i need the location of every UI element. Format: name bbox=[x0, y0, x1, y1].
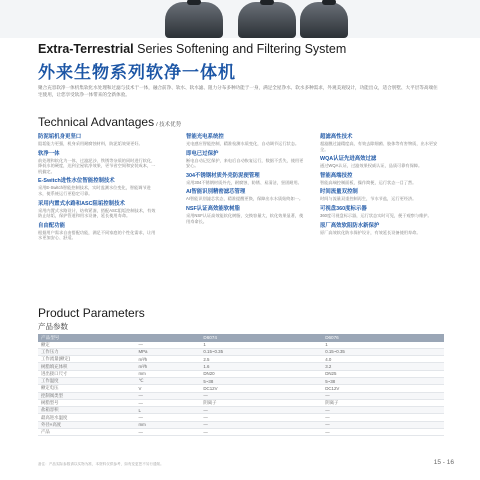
advantage-title: NSF认证高效能软树脂 bbox=[186, 205, 240, 212]
advantage-title: 采用内置式水路和ASC阻垢控制技术 bbox=[38, 200, 125, 207]
advantage-item bbox=[38, 178, 158, 196]
advantage-text: 光电感应智能控制，精准检测水质变化，自动调节运行状态。 bbox=[186, 141, 300, 146]
table-cell: — bbox=[200, 414, 322, 421]
advantage-title: 防泥垢机身更坚口 bbox=[38, 134, 82, 140]
advantage-title: 时间流量双控制 bbox=[320, 189, 358, 196]
footnote: 备注：产品实际参数请以实物为准，本资料仅供参考，如有变更恕不另行通知。 bbox=[38, 462, 164, 466]
advantage-text: 根据用户需求自由搭配功能，满足不同家庭的个性化需求，让用水更加安心、舒适。 bbox=[38, 229, 156, 241]
advantage-text: 前处理和软化为一体，过滤泥沙、铁锈等杂质的同时进行软化，降低水的硬度，达到全屋软净效果，更节省空间和安装成本，一机搞定。 bbox=[38, 157, 156, 174]
advantage-item bbox=[38, 201, 158, 219]
table-cell: 阴离子 bbox=[200, 399, 322, 406]
advantage-text: 原厂高效软化防水保护设计，有效延长设备使用寿命。 bbox=[320, 229, 421, 235]
advantage-item bbox=[320, 189, 440, 202]
table-header-cell: D6076 bbox=[322, 334, 444, 342]
table-cell: m³/h bbox=[135, 356, 200, 363]
table-cell: 额定电压 bbox=[38, 385, 135, 392]
table-cell: ℃ bbox=[135, 377, 200, 384]
advantage-item bbox=[320, 223, 440, 236]
table-header-cell: D6074 bbox=[200, 334, 322, 342]
table-cell: 5~38 bbox=[200, 377, 322, 384]
product-title-cn: 外来生物系列软净一体机 bbox=[38, 63, 236, 82]
table-cell: L bbox=[135, 407, 200, 414]
advantage-title: 智能光电系统控 bbox=[186, 134, 224, 140]
table-cell: mm bbox=[135, 421, 200, 428]
table-cell: 盐箱容积 bbox=[38, 407, 135, 414]
advantage-item bbox=[186, 189, 306, 202]
table-cell: 阴离子 bbox=[322, 399, 444, 406]
table-cell: DC12V bbox=[322, 385, 444, 392]
hero-banner bbox=[0, 0, 480, 38]
advantage-item bbox=[186, 173, 306, 186]
table-cell: — bbox=[322, 414, 444, 421]
advantage-text: 时间与流量双重控制再生，节水节盐，运行更经济。 bbox=[320, 196, 417, 202]
advantage-text: 采用NSF认证高效能软化树脂，交换容量大，软化效果显著，使用寿命长。 bbox=[186, 212, 304, 224]
table-cell: — bbox=[200, 392, 322, 399]
advantage-title: WQA认证先进高效过滤 bbox=[320, 156, 377, 163]
table-cell: V bbox=[135, 385, 200, 392]
product-image bbox=[300, 2, 348, 38]
table-cell: m³/h bbox=[135, 363, 200, 370]
table-cell: — bbox=[200, 421, 322, 428]
advantage-item bbox=[320, 134, 440, 152]
advantage-title: 可视盘360度标示器 bbox=[320, 205, 367, 212]
table-row bbox=[38, 429, 444, 436]
advantage-text: 通过WQA认证，过滤效果权威认证，品质可靠有保障。 bbox=[320, 163, 423, 169]
parameters-table bbox=[38, 334, 444, 436]
product-title-en: Extra-Terrestrial Series Softening and Filtering System bbox=[38, 42, 347, 56]
advantage-item bbox=[186, 151, 306, 169]
table-cell: DC12V bbox=[200, 385, 322, 392]
table-row bbox=[38, 421, 444, 428]
table-cell: — bbox=[135, 429, 200, 436]
table-cell: — bbox=[322, 392, 444, 399]
table-cell: — bbox=[200, 407, 322, 414]
advantage-text: AI智能识别滤芯状态，精准提醒更换，保障出水水质始终如一。 bbox=[186, 196, 304, 202]
advantage-column bbox=[320, 134, 440, 239]
advantage-title: 自由配功能 bbox=[38, 222, 65, 229]
table-cell: DN25 bbox=[322, 370, 444, 377]
advantage-title: 304不锈钢材质外壳防泥便管理 bbox=[186, 172, 260, 179]
table-cell: 0.15~0.35 bbox=[322, 348, 444, 355]
table-cell: 1 bbox=[322, 342, 444, 349]
advantage-title: 即电已过保护 bbox=[186, 150, 219, 157]
table-row bbox=[38, 392, 444, 399]
table-header-row bbox=[38, 334, 444, 342]
advantage-title: AI智能识别精密滤芯管理 bbox=[186, 189, 246, 196]
table-cell: 额定 bbox=[38, 342, 135, 349]
product-image bbox=[238, 2, 296, 38]
advantage-item bbox=[320, 206, 440, 219]
table-cell: 1.6 bbox=[200, 363, 322, 370]
advantage-text: 360度可视盘标示器，运行状态实时可见，便于观察与维护。 bbox=[320, 212, 432, 218]
advantage-item bbox=[186, 134, 306, 147]
advantage-column bbox=[38, 134, 158, 245]
table-row bbox=[38, 370, 444, 377]
advantage-title: 原厂高效软阻防水新保护 bbox=[320, 222, 380, 229]
table-cell: 最高进水温度 bbox=[38, 414, 135, 421]
advantages-heading: Technical Advantages / 技术优势 bbox=[38, 115, 182, 129]
table-cell: — bbox=[135, 392, 200, 399]
table-cell: 1 bbox=[200, 342, 322, 349]
table-row bbox=[38, 363, 444, 370]
advantage-text: 采用内置式水路设计，结构紧凑，搭配ASC阻垢控制技术，有效防止结垢，保护管道和用水设备，延长使用寿命。 bbox=[38, 207, 156, 219]
table-cell: — bbox=[135, 414, 200, 421]
product-image bbox=[165, 2, 223, 38]
table-cell: 2.5 bbox=[200, 356, 322, 363]
table-cell: 3.2 bbox=[322, 363, 444, 370]
advantage-item bbox=[38, 223, 158, 241]
advantage-text: 超滤膜过滤精度高，有效去除细菌、胶体等有害物质，出水更安全。 bbox=[320, 141, 438, 152]
page-number: 15 - 16 bbox=[433, 459, 454, 466]
table-cell: 控制阀类型 bbox=[38, 392, 135, 399]
advantage-text: 采用304不锈钢材质外壳，耐腐蚀、防锈、易清洁，坚固耐用。 bbox=[186, 179, 302, 185]
table-cell: 工作压力 bbox=[38, 348, 135, 355]
table-cell: 工作温度 bbox=[38, 377, 135, 384]
advantage-item bbox=[38, 151, 158, 175]
table-cell: 工作流量(额定) bbox=[38, 356, 135, 363]
table-row bbox=[38, 414, 444, 421]
table-header-cell bbox=[135, 334, 200, 342]
table-cell: 0.15~0.35 bbox=[200, 348, 322, 355]
table-row bbox=[38, 385, 444, 392]
table-cell: — bbox=[135, 399, 200, 406]
advantage-item bbox=[186, 206, 306, 224]
table-row bbox=[38, 342, 444, 349]
advantage-text: 采用E-Switch智能控制技术，实时监测水位变化，智能调节进水，使系统运行更稳定可靠。 bbox=[38, 185, 151, 196]
advantage-text: 智能高端控制面板，操作简便，运行状态一目了然。 bbox=[320, 179, 417, 185]
table-row bbox=[38, 399, 444, 406]
table-cell: — bbox=[322, 421, 444, 428]
advantage-text: 断电自动记忆保护，来电后自动恢复运行，数据不丢失，使用更安心。 bbox=[186, 157, 304, 169]
table-cell: 产品 bbox=[38, 429, 135, 436]
product-intro: 聚合充容软净一体机集软化水处理和过滤与技术于一体，融合前净、软水、软水滤、阻力分布多种功能于一身，满足全屋净水、软水多种需求，外观美观设计，功能出众，适合别墅、大平层等高端住宅使用，让您享受软净一体带来的全新体验。 bbox=[38, 85, 438, 97]
table-cell: 4.0 bbox=[322, 356, 444, 363]
advantage-title: E-Switch进性水位智能控制技术 bbox=[38, 178, 115, 185]
table-row bbox=[38, 356, 444, 363]
params-heading: Product Parameters bbox=[38, 306, 145, 320]
advantage-item bbox=[320, 173, 440, 186]
table-cell: — bbox=[135, 342, 200, 349]
table-cell: — bbox=[322, 407, 444, 414]
table-cell: 外径×高度 bbox=[38, 421, 135, 428]
advantage-column bbox=[186, 134, 306, 228]
advantage-item bbox=[320, 156, 440, 169]
table-cell: — bbox=[322, 429, 444, 436]
advantage-text: 阻垢能力更强，机身采用耐腐蚀材料，防泥垢效果更好。 bbox=[38, 141, 143, 146]
table-row bbox=[38, 348, 444, 355]
table-row bbox=[38, 407, 444, 414]
table-cell: — bbox=[200, 429, 322, 436]
table-cell: mm bbox=[135, 370, 200, 377]
table-cell: 5~38 bbox=[322, 377, 444, 384]
table-cell: MPa bbox=[135, 348, 200, 355]
table-cell: 树脂填充体积 bbox=[38, 363, 135, 370]
table-cell: DN20 bbox=[200, 370, 322, 377]
params-subheading: 产品参数 bbox=[38, 322, 68, 331]
table-header-cell: 产品型号 bbox=[38, 334, 135, 342]
table-cell: 进出接口尺寸 bbox=[38, 370, 135, 377]
table-row bbox=[38, 377, 444, 384]
advantage-title: 软净一体 bbox=[38, 150, 60, 157]
table-cell: 树脂型号 bbox=[38, 399, 135, 406]
advantage-item bbox=[38, 134, 158, 147]
advantage-title: 智能高端技控 bbox=[320, 172, 353, 179]
advantage-title: 超滤高性技术 bbox=[320, 134, 353, 140]
